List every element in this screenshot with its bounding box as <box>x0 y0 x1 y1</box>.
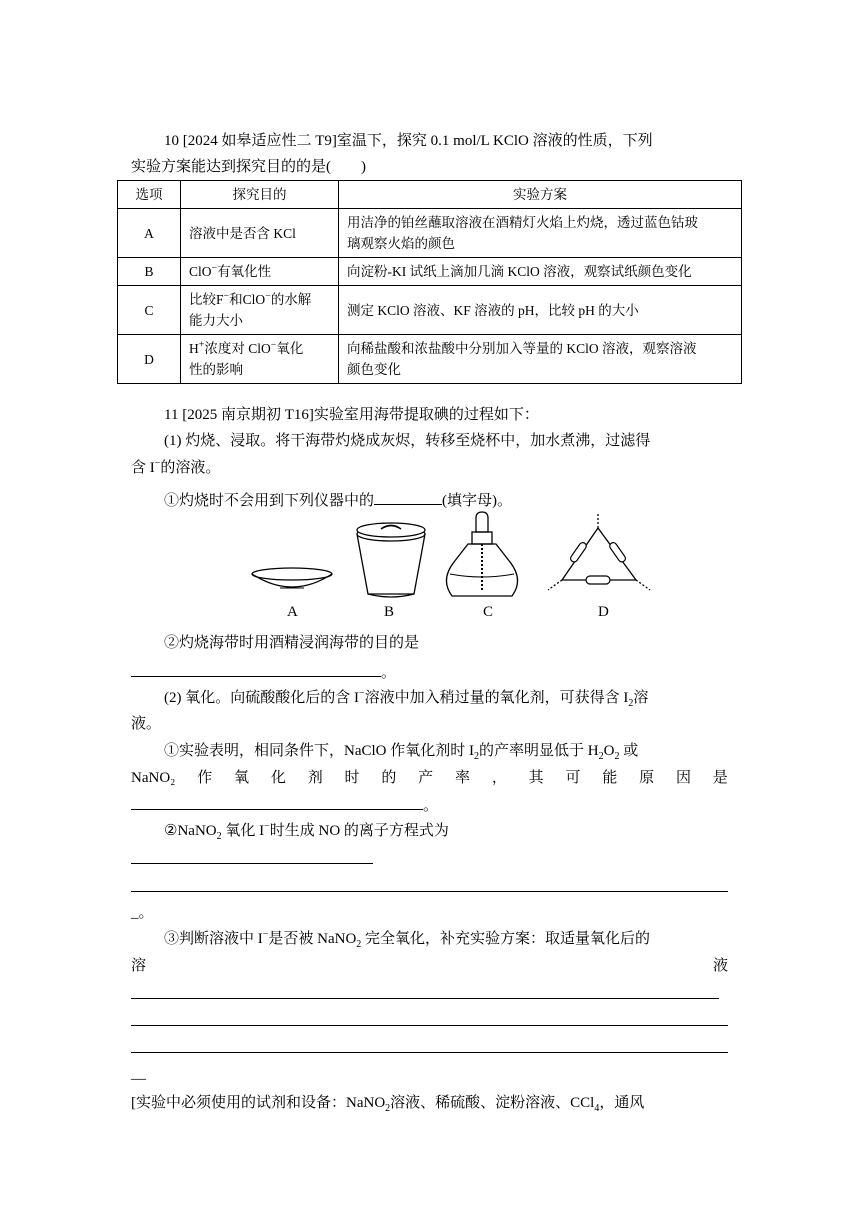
text: 溶液、稀硫酸、淀粉溶液、CCl <box>390 1095 595 1111</box>
row-plan <box>339 335 742 384</box>
text: 因 <box>675 770 691 786</box>
row-plan <box>339 209 742 258</box>
answer-line[interactable] <box>131 891 728 892</box>
text: 其 <box>528 770 544 786</box>
text: 产 <box>418 770 434 786</box>
text: (2) 氧化。向硫酸酸化后的含 I <box>164 690 359 706</box>
goal-text: H <box>189 341 199 356</box>
text: 率 <box>455 770 471 786</box>
q11-ox2-end: _。 <box>131 905 154 921</box>
answer-line[interactable] <box>131 998 719 999</box>
header-option: 选项 <box>118 181 181 209</box>
figure-label-c: C <box>483 604 494 620</box>
text: (填字母)。 <box>442 493 513 509</box>
pipe-clay-triangle-icon <box>548 514 650 590</box>
row-option: A <box>118 209 181 258</box>
q11-part1-line1: (1) 灼烧、浸取。将干海带灼烧成灰烬，转移至烧杯中，加水煮沸，过滤得 <box>164 433 651 449</box>
figure-label-b: B <box>384 604 395 620</box>
text: ①灼烧时不会用到下列仪器中的 <box>164 493 375 509</box>
text: 的 <box>381 770 397 786</box>
text: 能 <box>602 770 618 786</box>
text: 原 <box>639 770 655 786</box>
answer-line[interactable] <box>131 863 373 864</box>
q10-line1: 10 [2024 如皋适应性二 T9]室温下，探究 0.1 mol/L KClO 溶液的性质，下列 <box>164 133 653 149</box>
plan-line: 用洁净的铂丝蘸取溶液在酒精灯火焰上灼烧，透过蓝色钴玻 <box>347 215 698 230</box>
text: 氧 <box>234 770 250 786</box>
goal-text: 浓度对 ClO <box>204 341 271 356</box>
q11-part1-line2: 含 I−的溶液。 <box>131 458 221 476</box>
row-option: B <box>118 258 181 286</box>
text: 作 <box>197 770 213 786</box>
apparatus-figure <box>240 510 660 600</box>
q11-sub1 <box>164 489 512 511</box>
text: 可 <box>565 770 581 786</box>
q11-ox1-line1: ①实验表明，相同条件下，NaClO 作氧化剂时 $I_2$的产率明显低于 $H_2O_2$ 或 <box>164 743 639 762</box>
q11-ox3-line2 <box>131 956 728 976</box>
table-header-row <box>118 181 742 209</box>
q11-part2-line1: (2) 氧化。向硫酸酸化后的含 I−溶液中加入稍过量的氧化剂，可获得含 $I_2$溶 <box>164 688 649 709</box>
answer-line[interactable] <box>131 1025 728 1026</box>
goal-text: 比较F <box>189 292 224 307</box>
text: 溶 <box>131 958 147 974</box>
q10-line2: 实验方案能达到探究目的的是( ) <box>131 159 366 175</box>
q11-sub2: ②灼烧海带时用酒精浸润海带的目的是 <box>164 635 420 651</box>
answer-blank[interactable] <box>374 489 442 505</box>
figure-label-a: A <box>287 604 298 620</box>
text: 是 <box>712 770 728 786</box>
text: 含 I <box>131 460 155 476</box>
goal-text: ClO <box>189 264 212 279</box>
goal-text: 和ClO <box>229 292 266 307</box>
goal-text: 能力大小 <box>189 313 243 328</box>
row-goal: 比较F−和ClO−的水解 能力大小 <box>181 286 339 335</box>
text: 化 <box>270 770 286 786</box>
text: 剂 <box>307 770 323 786</box>
text: 是否被 NaNO <box>268 931 357 947</box>
text: 溶液中加入稍过量的氧化剂，可获得含 I <box>364 690 629 706</box>
row-plan: 向淀粉-KI 试纸上滴加几滴 KClO 溶液，观察试纸颜色变化 <box>339 258 742 286</box>
answer-blank[interactable] <box>131 794 423 810</box>
text: ②NaNO <box>164 823 217 839</box>
text: 或 <box>623 743 639 759</box>
header-goal: 探究目的 <box>181 181 339 209</box>
experiment-table <box>117 180 742 384</box>
plan-line: 颜色变化 <box>347 362 401 377</box>
evaporating-dish-icon <box>252 568 332 588</box>
q11-ox3-line1: ③判断溶液中 I−是否被 NaNO$_2$ 完全氧化，补充实验方案：取适量氧化后的 <box>164 929 651 950</box>
table-row <box>118 335 742 384</box>
q11-ox3-end: __ <box>131 1066 146 1082</box>
alcohol-lamp-icon <box>446 512 517 596</box>
q11-ox1-line2 <box>131 768 728 788</box>
text: ，通风 <box>599 1095 645 1111</box>
row-plan: 测定 KClO 溶液、KF 溶液的 pH，比较 pH 的大小 <box>339 286 742 335</box>
plan-line: 璃观察火焰的颜色 <box>347 236 455 251</box>
text: ③判断溶液中 I <box>164 931 263 947</box>
text: 时 <box>344 770 360 786</box>
crucible-icon <box>357 523 425 597</box>
q11-reagents: [实验中必须使用的试剂和设备：NaNO$_2$溶液、稀硫酸、淀粉溶液、CCl$_4$，通风 <box>131 1095 645 1114</box>
q11-ox1-answer <box>131 794 438 816</box>
table-row <box>118 209 742 258</box>
text: ， <box>491 770 507 786</box>
row-goal: 溶液中是否含 KCl <box>181 209 339 258</box>
text: 氧化 I <box>225 823 265 839</box>
goal-text: 性的影响 <box>189 362 243 377</box>
answer-blank[interactable] <box>131 661 381 677</box>
row-option: D <box>118 335 181 384</box>
table-row <box>118 286 742 335</box>
text: NaNO₂ <box>131 770 176 786</box>
text: 。 <box>423 798 439 814</box>
header-plan: 实验方案 <box>339 181 742 209</box>
answer-line[interactable] <box>131 1052 728 1053</box>
row-option: C <box>118 286 181 335</box>
row-goal: H+浓度对 ClO−氧化 性的影响 <box>181 335 339 384</box>
text: 的产率明显低于 H <box>479 743 599 759</box>
text: 时生成 NO 的离子方程式为 <box>269 823 449 839</box>
text: 液 <box>712 958 728 974</box>
plan-line: 向稀盐酸和浓盐酸中分别加入等量的 KClO 溶液，观察溶液 <box>347 341 697 356</box>
text: [实验中必须使用的试剂和设备：NaNO <box>131 1095 386 1111</box>
text: 溶 <box>633 690 649 706</box>
row-goal: ClO−有氧化性 <box>181 258 339 286</box>
goal-text: 氧化 <box>276 341 304 356</box>
text: 。 <box>381 665 397 681</box>
goal-text: 的水解 <box>270 292 312 307</box>
text: ①实验表明，相同条件下，NaClO 作氧化剂时 I <box>164 743 474 759</box>
text: 的溶液。 <box>160 460 221 476</box>
figure-label-d: D <box>598 604 609 620</box>
text: 完全氧化，补充实验方案：取适量氧化后的 <box>365 931 651 947</box>
q11-ox2: ②NaNO$_2$ 氧化 I−时生成 NO 的离子方程式为 <box>164 821 449 842</box>
table-row <box>118 258 742 286</box>
text: O <box>603 743 615 759</box>
q11-title: 11 [2025 南京期初 T16]实验室用海带提取碘的过程如下： <box>164 407 539 423</box>
q11-sub2-answer <box>131 661 396 683</box>
q11-part2-line2: 液。 <box>131 716 162 732</box>
goal-text: 有氧化性 <box>217 264 272 279</box>
